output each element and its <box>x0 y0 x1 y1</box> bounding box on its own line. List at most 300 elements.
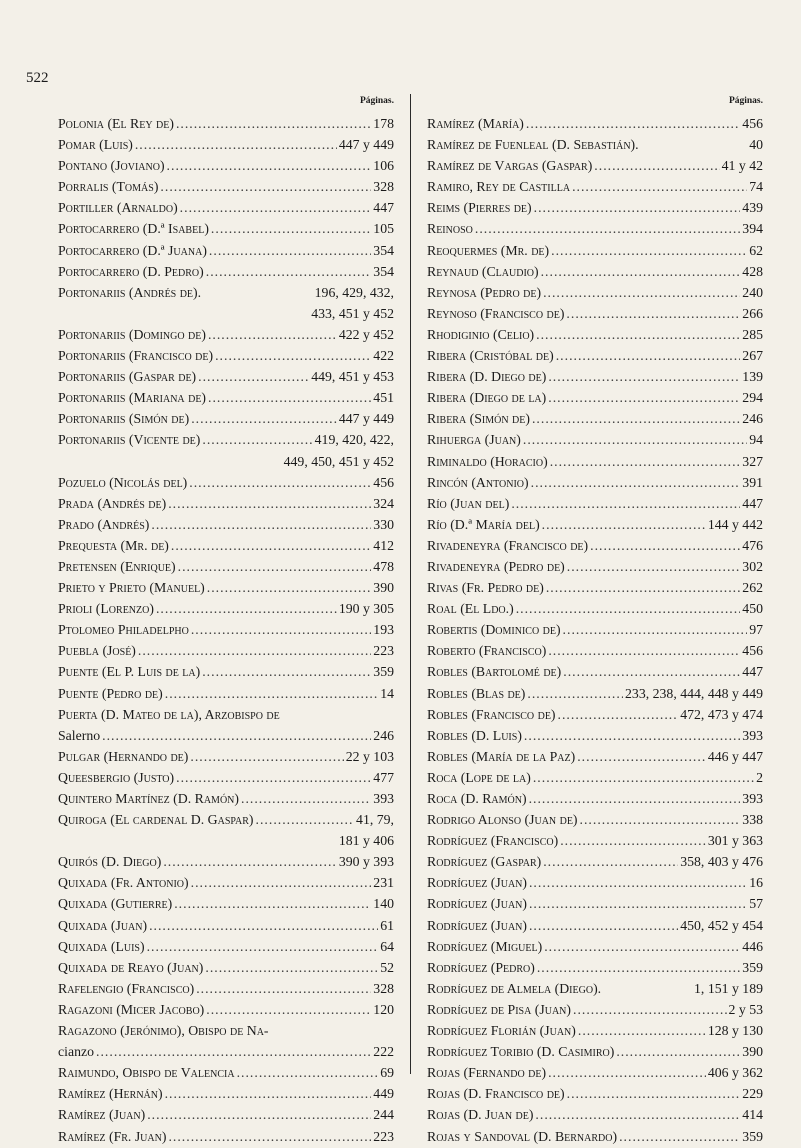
index-entry <box>58 809 394 830</box>
dot-leader <box>541 261 741 282</box>
entry-name: Reims (Pierres de) <box>427 200 532 216</box>
index-entry <box>58 451 394 472</box>
dot-leader <box>535 1104 740 1125</box>
entry-pages: 330 <box>373 516 394 532</box>
dot-leader <box>209 240 371 261</box>
dot-leader <box>546 577 740 598</box>
index-entry <box>427 303 763 324</box>
entry-name: Reynosa (Pedro de) <box>427 284 542 300</box>
entry-pages: 62 <box>749 242 763 258</box>
entry-pages: 412 <box>373 537 394 553</box>
entry-pages: 16 <box>749 875 763 891</box>
dot-leader <box>149 915 378 936</box>
index-entry <box>58 155 394 176</box>
entry-name: Raimundo, Obispo de Valencia <box>58 1065 235 1081</box>
index-entry <box>58 429 394 450</box>
entry-name: Rodríguez Florián (Juan) <box>427 1023 576 1039</box>
index-entry <box>427 809 763 830</box>
entry-pages: 422 <box>373 348 394 364</box>
index-entry <box>427 978 763 999</box>
entry-name: Ribera (Diego de la) <box>427 390 547 406</box>
dot-leader <box>577 746 706 767</box>
entry-pages: 244 <box>373 1107 394 1123</box>
dot-leader <box>529 872 747 893</box>
dot-leader <box>548 366 740 387</box>
dot-leader <box>558 704 679 725</box>
index-entry <box>58 830 394 851</box>
entry-name: Riminaldo (Horacio) <box>427 453 548 469</box>
index-entry <box>58 282 394 303</box>
dot-leader <box>548 387 740 408</box>
dot-leader <box>563 661 740 682</box>
dot-leader <box>135 134 337 155</box>
index-entry <box>427 1104 763 1125</box>
dot-leader <box>191 619 371 640</box>
entry-pages: 359 <box>373 664 394 680</box>
entry-pages: 262 <box>742 580 763 596</box>
entry-name: cianzo <box>58 1044 95 1060</box>
dot-leader <box>532 408 740 429</box>
index-entry <box>427 725 763 746</box>
entry-pages: 456 <box>373 474 394 490</box>
entry-name: Ramírez (Fr. Juan) <box>58 1128 167 1144</box>
index-entry <box>58 176 394 197</box>
dot-leader <box>580 809 741 830</box>
index-entry <box>58 366 394 387</box>
entry-pages: 94 <box>749 432 763 448</box>
entry-name: Quiroga (El cardenal D. Gaspar) <box>58 812 254 828</box>
entry-name: Rojas y Sandoval (D. Bernardo) <box>427 1128 618 1144</box>
entry-pages: 393 <box>742 791 763 806</box>
entry-pages: 456 <box>742 116 763 131</box>
dot-leader <box>529 915 678 936</box>
entry-pages: 41 y 42 <box>721 158 763 174</box>
entry-name: Prieto y Prieto (Manuel) <box>58 580 205 596</box>
entry-name: Quintero Martínez (D. Ramón) <box>58 791 239 806</box>
index-entry <box>427 451 763 472</box>
entry-name: Ribera (D. Diego de) <box>427 369 547 385</box>
entry-pages: 97 <box>749 622 763 638</box>
entry-pages: 69 <box>380 1065 394 1081</box>
entry-pages: 447 <box>742 664 763 680</box>
column-header: Páginas. <box>359 96 394 106</box>
dot-leader <box>567 1083 741 1104</box>
index-entry <box>427 999 763 1020</box>
dot-leader <box>548 640 740 661</box>
entry-name: Quixada (Luis) <box>58 938 145 954</box>
index-entry <box>58 725 394 746</box>
entry-name: Rodríguez (Francisco) <box>427 833 559 849</box>
entry-name: Rojas (D. Francisco de) <box>427 1086 565 1102</box>
dot-leader <box>616 1041 740 1062</box>
entry-name: Prequesta (Mr. de) <box>58 537 169 553</box>
index-entry <box>58 1020 394 1041</box>
entry-name: Pomar (Luis) <box>58 137 133 153</box>
index-entry <box>58 936 394 957</box>
index-entry <box>58 598 394 619</box>
entry-pages: 447 y 449 <box>338 137 394 153</box>
entry-name: Rodríguez Toribio (D. Casimiro) <box>427 1044 615 1060</box>
dot-leader <box>527 683 623 704</box>
entry-pages: 358, 403 y 476 <box>680 854 763 870</box>
index-entry <box>427 197 763 218</box>
index-entry <box>427 893 763 914</box>
entry-name: Rhodiginio (Celio) <box>427 326 535 342</box>
entry-pages: 451 <box>373 390 394 406</box>
entry-name: Ribera (Cristóbal de) <box>427 348 554 364</box>
entry-pages: 391 <box>742 474 763 490</box>
index-entry <box>58 261 394 282</box>
index-entry <box>58 788 394 809</box>
entry-pages: 222 <box>373 1044 394 1060</box>
entry-pages: 120 <box>373 1001 394 1017</box>
entry-pages: 285 <box>742 326 763 342</box>
entry-name: Portocarrero (D. Pedro) <box>58 263 204 279</box>
index-entry <box>58 472 394 493</box>
dot-leader <box>168 493 371 514</box>
index-entry <box>427 851 763 872</box>
index-entry <box>58 514 394 535</box>
entry-pages: 74 <box>749 179 763 195</box>
index-entry <box>427 155 763 176</box>
index-entry <box>427 936 763 957</box>
entry-name: Prada (Andrés de) <box>58 495 167 511</box>
dot-leader <box>529 893 747 914</box>
entry-pages: 178 <box>373 116 394 131</box>
entry-pages: 139 <box>742 369 763 385</box>
dot-leader <box>208 324 337 345</box>
entry-name: Portonariis (Vicente de) <box>58 432 201 448</box>
dot-leader <box>543 851 678 872</box>
index-entry <box>427 113 763 134</box>
dot-leader <box>163 851 336 872</box>
entry-pages: 354 <box>373 263 394 279</box>
dot-leader <box>190 746 343 767</box>
index-entry <box>427 1062 763 1083</box>
index-entry <box>427 324 763 345</box>
entry-name: Portocarrero (D.ª Isabel) <box>58 221 209 237</box>
entry-name: Puebla (José) <box>58 643 136 659</box>
entry-pages: 450 <box>742 601 763 617</box>
entry-name: Portonariis (Andrés de). <box>58 284 202 300</box>
entry-pages: 190 y 305 <box>338 601 394 617</box>
dot-leader <box>165 683 378 704</box>
index-entry <box>58 303 394 324</box>
entry-pages: 359 <box>742 959 763 975</box>
entry-pages: 324 <box>373 495 394 511</box>
dot-leader <box>206 999 371 1020</box>
index-entry <box>58 619 394 640</box>
index-entry <box>427 830 763 851</box>
dot-leader <box>533 767 754 788</box>
index-entry <box>58 408 394 429</box>
dot-leader <box>205 957 378 978</box>
entry-name: Queesbergio (Justo) <box>58 769 175 785</box>
index-entry <box>427 1041 763 1062</box>
dot-leader <box>178 556 372 577</box>
entry-pages: 447 <box>742 495 763 511</box>
index-entry <box>427 472 763 493</box>
entry-name: Quixada de Reayo (Juan) <box>58 959 204 975</box>
dot-leader <box>590 535 740 556</box>
entry-pages: 22 y 103 <box>345 748 394 764</box>
dot-leader <box>151 514 371 535</box>
index-entry <box>427 535 763 556</box>
index-entry <box>427 408 763 429</box>
entry-name: Quixada (Fr. Antonio) <box>58 875 189 891</box>
entry-pages: 64 <box>380 938 394 954</box>
entry-pages: 233, 238, 444, 448 y 449 <box>625 685 763 701</box>
entry-pages: 144 y 442 <box>707 516 763 532</box>
entry-name: Portiller (Arnaldo) <box>58 200 178 216</box>
entry-name: Puente (Pedro de) <box>58 685 163 701</box>
entry-pages: 105 <box>373 221 394 237</box>
index-entry <box>58 1062 394 1083</box>
index-entry <box>58 661 394 682</box>
entry-pages: 394 <box>742 221 763 237</box>
dot-leader <box>524 725 740 746</box>
dot-leader <box>556 345 741 366</box>
dot-leader <box>160 176 371 197</box>
entry-pages: 52 <box>380 959 394 975</box>
index-entry <box>58 957 394 978</box>
dot-leader <box>206 261 372 282</box>
dot-leader <box>516 598 741 619</box>
entry-pages: 390 <box>373 580 394 596</box>
index-list <box>427 113 763 1147</box>
entry-name: Rodríguez (Juan) <box>427 875 527 891</box>
dot-leader <box>544 936 740 957</box>
entry-name: Ramiro, Rey de Castilla <box>427 179 571 195</box>
entry-name: Portonariis (Francisco de) <box>58 348 214 364</box>
entry-pages: 449, 450, 451 y 452 <box>283 453 394 469</box>
dot-leader <box>548 1062 706 1083</box>
index-entry <box>58 704 394 725</box>
dot-leader <box>529 788 741 809</box>
dot-leader <box>176 767 371 788</box>
dot-leader <box>138 640 371 661</box>
index-entry <box>427 134 763 155</box>
index-entry <box>58 1041 394 1062</box>
index-entry <box>427 619 763 640</box>
dot-leader <box>531 472 741 493</box>
index-entry <box>58 746 394 767</box>
index-entry <box>427 240 763 261</box>
entry-pages: 57 <box>749 896 763 912</box>
dot-leader <box>165 1083 372 1104</box>
entry-name: Puerta (D. Mateo de la), Arzobispo de <box>58 706 280 722</box>
entry-pages: 446 <box>742 938 763 954</box>
entry-pages: 328 <box>373 179 394 195</box>
dot-leader <box>573 999 727 1020</box>
entry-pages: 223 <box>373 643 394 659</box>
index-entry <box>58 113 394 134</box>
entry-name: Rodríguez de Almela (Diego). <box>427 980 602 996</box>
index-entry <box>58 240 394 261</box>
entry-name: Ribera (Simón de) <box>427 411 530 427</box>
dot-leader <box>537 957 740 978</box>
dot-leader <box>542 514 706 535</box>
entry-name: Quixada (Juan) <box>58 917 148 933</box>
index-entry <box>58 1104 394 1125</box>
entry-pages: 419, 420, 422, <box>314 432 394 448</box>
entry-name: Ramírez (María) <box>427 116 524 131</box>
entry-pages: 450, 452 y 454 <box>680 917 763 933</box>
entry-name: Rihuerga (Juan) <box>427 432 521 448</box>
index-entry <box>427 176 763 197</box>
entry-pages: 267 <box>742 348 763 364</box>
dot-leader <box>167 155 372 176</box>
dot-leader <box>594 155 719 176</box>
entry-pages: 2 y 53 <box>728 1001 763 1017</box>
dot-leader <box>534 197 741 218</box>
index-entry <box>58 999 394 1020</box>
entry-pages: 447 y 449 <box>338 411 394 427</box>
entry-pages: 223 <box>373 1128 394 1144</box>
entry-name: Salerno <box>58 727 101 743</box>
index-entry <box>58 1083 394 1104</box>
index-entry <box>58 872 394 893</box>
entry-name: Robles (Bartolomé de) <box>427 664 562 680</box>
dot-leader <box>241 788 371 809</box>
dot-leader <box>563 619 748 640</box>
entry-name: Portonariis (Domingo de) <box>58 326 206 342</box>
entry-pages: 266 <box>742 305 763 321</box>
index-entry <box>58 1126 394 1147</box>
index-entry <box>427 282 763 303</box>
entry-name: Robles (Francisco de) <box>427 706 556 722</box>
dot-leader <box>619 1126 740 1147</box>
dot-leader <box>202 429 312 450</box>
index-entry <box>427 957 763 978</box>
index-entry <box>427 683 763 704</box>
entry-pages: 14 <box>380 685 394 701</box>
entry-name: Quirós (D. Diego) <box>58 854 162 870</box>
dot-leader <box>189 472 371 493</box>
index-entry <box>58 218 394 239</box>
index-entry <box>58 640 394 661</box>
index-entry <box>427 1126 763 1147</box>
entry-pages: 359 <box>742 1128 763 1144</box>
index-entry <box>427 640 763 661</box>
entry-pages: 390 <box>742 1044 763 1060</box>
dot-leader <box>147 1104 371 1125</box>
column-divider <box>410 94 411 1074</box>
entry-name: Reoquermes (Mr. de) <box>427 242 550 258</box>
entry-pages: 106 <box>373 158 394 174</box>
entry-pages: 2 <box>756 769 763 785</box>
index-entry <box>58 134 394 155</box>
entry-name: Rafelengio (Francisco) <box>58 980 195 996</box>
entry-pages: 1, 151 y 189 <box>694 980 763 996</box>
index-entry <box>427 598 763 619</box>
dot-leader <box>550 451 741 472</box>
entry-name: Portonariis (Gaspar de) <box>58 369 197 385</box>
entry-name: Quixada (Gutierre) <box>58 896 173 912</box>
entry-name: Ragazoni (Micer Jacobo) <box>58 1001 205 1017</box>
dot-leader <box>567 556 741 577</box>
dot-leader <box>168 1126 371 1147</box>
column-header: Páginas. <box>728 96 763 106</box>
entry-name: Roca (D. Ramón) <box>427 791 527 806</box>
entry-pages: 41, 79, <box>356 812 394 828</box>
index-entry <box>58 978 394 999</box>
entry-name: Rodríguez (Gaspar) <box>427 854 542 870</box>
entry-name: Pulgar (Hernando de) <box>58 748 189 764</box>
entry-name: Prado (Andrés) <box>58 516 150 532</box>
index-entry <box>427 345 763 366</box>
entry-name: Polonia (El Rey de) <box>58 116 174 131</box>
entry-pages: 456 <box>742 643 763 659</box>
entry-name: Robles (D. Luis) <box>427 727 522 743</box>
entry-name: Puente (El P. Luis de la) <box>58 664 201 680</box>
dot-leader <box>102 725 371 746</box>
entry-pages: 231 <box>373 875 394 891</box>
entry-name: Rodrigo Alonso (Juan de) <box>427 812 578 828</box>
page-number: 522 <box>26 70 49 86</box>
dot-leader <box>174 893 371 914</box>
entry-pages: 229 <box>742 1086 763 1102</box>
entry-pages: 354 <box>373 242 394 258</box>
index-entry <box>427 661 763 682</box>
index-entry <box>427 704 763 725</box>
index-entry <box>427 1083 763 1104</box>
entry-pages: 240 <box>742 284 763 300</box>
dot-leader <box>215 345 371 366</box>
entry-pages: 446 y 447 <box>707 748 763 764</box>
dot-leader <box>211 218 371 239</box>
dot-leader <box>523 429 747 450</box>
index-entry <box>58 345 394 366</box>
index-entry <box>427 746 763 767</box>
entry-pages: 472, 473 y 474 <box>680 706 763 722</box>
index-entry <box>58 915 394 936</box>
entry-name: Ramírez de Fuenleal (D. Sebastián). <box>427 137 639 153</box>
entry-pages: 302 <box>742 558 763 574</box>
index-entry <box>58 556 394 577</box>
dot-leader <box>198 366 309 387</box>
index-entry <box>58 387 394 408</box>
index-entry <box>427 514 763 535</box>
dot-leader <box>180 197 372 218</box>
entry-pages: 40 <box>749 137 763 153</box>
entry-pages: 246 <box>742 411 763 427</box>
entry-name: Río (D.ª María del) <box>427 516 540 532</box>
index-entry <box>58 767 394 788</box>
entry-pages: 246 <box>373 727 394 743</box>
dot-leader <box>202 661 371 682</box>
entry-pages: 428 <box>742 263 763 279</box>
dot-leader <box>237 1062 379 1083</box>
index-entry <box>58 324 394 345</box>
index-entry <box>58 197 394 218</box>
entry-name: Reynaud (Claudio) <box>427 263 539 279</box>
index-entry <box>427 493 763 514</box>
entry-pages: 449 <box>373 1086 394 1102</box>
index-entry <box>427 366 763 387</box>
index-entry <box>427 788 763 809</box>
entry-name: Ramírez de Vargas (Gaspar) <box>427 158 593 174</box>
index-entry <box>58 851 394 872</box>
entry-name: Rodríguez (Miguel) <box>427 938 543 954</box>
entry-name: Rodríguez (Pedro) <box>427 959 535 975</box>
entry-name: Rincón (Antonio) <box>427 474 529 490</box>
entry-name: Roal (El Ldo.) <box>427 601 514 617</box>
entry-pages: 128 y 130 <box>707 1023 763 1039</box>
index-entry <box>58 535 394 556</box>
entry-pages: 61 <box>380 917 394 933</box>
entry-name: Ramírez (Juan) <box>58 1107 146 1123</box>
